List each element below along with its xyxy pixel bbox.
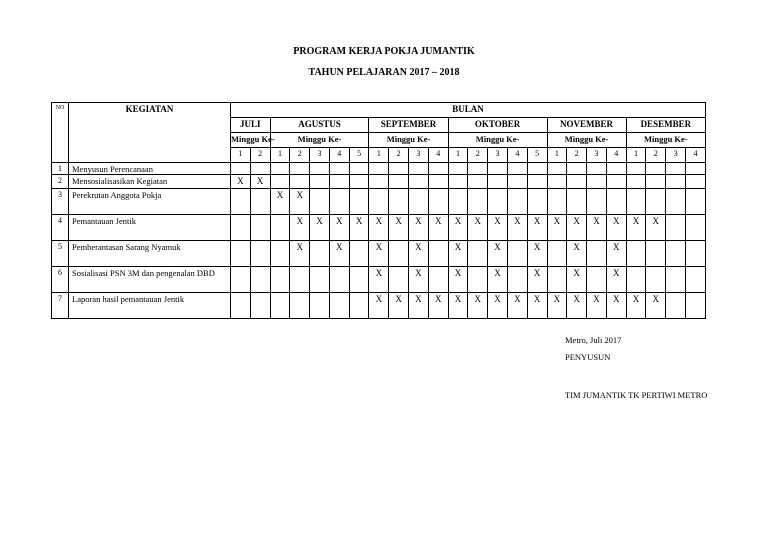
schedule-cell <box>666 163 686 175</box>
schedule-cell: X <box>488 215 508 241</box>
schedule-cell: X <box>369 215 389 241</box>
schedule-cell <box>349 175 369 189</box>
schedule-cell: X <box>527 293 547 319</box>
schedule-cell <box>231 241 251 267</box>
schedule-cell <box>389 241 409 267</box>
schedule-cell: X <box>250 175 270 189</box>
week-number: 4 <box>685 148 705 163</box>
week-number: 2 <box>646 148 666 163</box>
schedule-cell <box>409 189 429 215</box>
schedule-cell <box>409 175 429 189</box>
schedule-cell <box>468 175 488 189</box>
schedule-cell <box>310 189 330 215</box>
schedule-cell <box>349 241 369 267</box>
table-row <box>52 293 706 319</box>
schedule-cell <box>349 293 369 319</box>
schedule-cell: X <box>329 241 349 267</box>
schedule-cell <box>468 267 488 293</box>
schedule-cell <box>468 163 488 175</box>
schedule-cell: X <box>448 267 468 293</box>
schedule-cell <box>250 189 270 215</box>
schedule-cell <box>606 189 626 215</box>
header-bulan: BULAN <box>231 103 706 118</box>
schedule-cell <box>587 267 607 293</box>
week-number: 4 <box>606 148 626 163</box>
activity-name: Perekrutan Anggota Pokja <box>69 189 231 215</box>
row-number: 1 <box>52 163 69 175</box>
schedule-cell <box>310 241 330 267</box>
schedule-cell <box>310 293 330 319</box>
schedule-cell: X <box>507 215 527 241</box>
schedule-cell <box>290 293 310 319</box>
schedule-cell <box>250 241 270 267</box>
schedule-cell <box>685 267 705 293</box>
week-number: 1 <box>626 148 646 163</box>
minggu-ke-label: Minggu Ke- <box>547 133 626 148</box>
schedule-cell: X <box>527 267 547 293</box>
schedule-cell <box>587 163 607 175</box>
schedule-cell <box>685 241 705 267</box>
schedule-cell: X <box>646 293 666 319</box>
week-number: 3 <box>666 148 686 163</box>
signature-role: PENYUSUN <box>565 352 611 362</box>
schedule-cell: X <box>606 241 626 267</box>
week-number: 4 <box>507 148 527 163</box>
schedule-cell <box>270 215 290 241</box>
minggu-ke-label: Minggu Ke- <box>369 133 448 148</box>
schedule-cell <box>587 241 607 267</box>
schedule-cell <box>409 163 429 175</box>
schedule-cell <box>428 267 448 293</box>
schedule-cell <box>666 267 686 293</box>
schedule-cell: X <box>626 215 646 241</box>
schedule-cell: X <box>468 293 488 319</box>
row-number: 6 <box>52 267 69 293</box>
schedule-cell <box>507 267 527 293</box>
schedule-cell <box>666 215 686 241</box>
week-number: 3 <box>587 148 607 163</box>
schedule-cell <box>428 189 448 215</box>
schedule-cell <box>507 241 527 267</box>
schedule-cell <box>231 163 251 175</box>
schedule-cell: X <box>547 293 567 319</box>
header-no: NO <box>52 103 69 163</box>
schedule-cell: X <box>290 215 310 241</box>
schedule-cell <box>626 175 646 189</box>
schedule-cell <box>527 189 547 215</box>
schedule-cell: X <box>349 215 369 241</box>
schedule-cell: X <box>567 293 587 319</box>
schedule-cell <box>290 163 310 175</box>
schedule-cell: X <box>587 215 607 241</box>
activity-name: Laporan hasil pemantauan Jentik <box>69 293 231 319</box>
schedule-cell: X <box>409 215 429 241</box>
schedule-cell: X <box>547 215 567 241</box>
week-number: 1 <box>270 148 290 163</box>
table-row <box>52 215 706 241</box>
table-row <box>52 175 706 189</box>
activity-name: Pemberantasan Sarang Nyamuk <box>69 241 231 267</box>
schedule-cell <box>527 163 547 175</box>
schedule-cell <box>270 175 290 189</box>
month-header: SEPTEMBER <box>369 118 448 133</box>
schedule-cell <box>685 189 705 215</box>
schedule-cell <box>448 175 468 189</box>
table-row <box>52 189 706 215</box>
activity-name: Mensosialisasikan Kegiatan <box>69 175 231 189</box>
row-number: 3 <box>52 189 69 215</box>
schedule-cell: X <box>369 241 389 267</box>
schedule-cell <box>685 293 705 319</box>
schedule-cell <box>646 189 666 215</box>
month-header: NOVEMBER <box>547 118 626 133</box>
schedule-cell <box>369 163 389 175</box>
schedule-cell <box>468 241 488 267</box>
schedule-cell: X <box>507 293 527 319</box>
schedule-cell <box>329 293 349 319</box>
schedule-cell: X <box>587 293 607 319</box>
week-number: 2 <box>250 148 270 163</box>
schedule-cell: X <box>290 189 310 215</box>
minggu-ke-label: Minggu Ke- <box>270 133 369 148</box>
schedule-cell <box>666 293 686 319</box>
signature-name: TIM JUMANTIK TK PERTIWI METRO <box>565 390 708 400</box>
header-kegiatan: KEGIATAN <box>69 103 231 163</box>
schedule-cell: X <box>488 241 508 267</box>
week-number: 5 <box>349 148 369 163</box>
schedule-cell <box>646 175 666 189</box>
document-subtitle: TAHUN PELAJARAN 2017 – 2018 <box>308 67 460 78</box>
activity-name: Menyusun Perencanaan <box>69 163 231 175</box>
schedule-cell <box>250 163 270 175</box>
schedule-cell <box>310 175 330 189</box>
schedule-cell <box>349 163 369 175</box>
schedule-cell <box>685 163 705 175</box>
schedule-cell <box>231 189 251 215</box>
schedule-cell <box>310 163 330 175</box>
schedule-cell <box>626 267 646 293</box>
schedule-cell: X <box>488 267 508 293</box>
schedule-cell <box>685 175 705 189</box>
schedule-cell: X <box>409 267 429 293</box>
minggu-ke-label: Minggu Ke- <box>448 133 547 148</box>
schedule-cell <box>468 189 488 215</box>
week-number: 1 <box>448 148 468 163</box>
month-header: AGUSTUS <box>270 118 369 133</box>
schedule-cell <box>428 163 448 175</box>
week-number: 3 <box>409 148 429 163</box>
minggu-ke-label: Minggu Ke- <box>231 133 271 148</box>
schedule-cell: X <box>606 215 626 241</box>
schedule-cell <box>369 175 389 189</box>
schedule-cell <box>567 175 587 189</box>
table-row <box>52 241 706 267</box>
schedule-cell: X <box>646 215 666 241</box>
week-number: 1 <box>547 148 567 163</box>
week-number: 2 <box>389 148 409 163</box>
week-number: 4 <box>329 148 349 163</box>
schedule-cell <box>488 163 508 175</box>
table-row <box>52 163 706 175</box>
table-row <box>52 267 706 293</box>
week-number: 4 <box>428 148 448 163</box>
schedule-cell: X <box>527 241 547 267</box>
schedule-cell <box>666 241 686 267</box>
schedule-cell <box>349 189 369 215</box>
schedule-cell <box>507 175 527 189</box>
schedule-cell <box>389 175 409 189</box>
schedule-cell: X <box>567 267 587 293</box>
schedule-cell <box>626 163 646 175</box>
schedule-cell: X <box>389 215 409 241</box>
month-header: JULI <box>231 118 271 133</box>
schedule-cell: X <box>231 175 251 189</box>
schedule-cell <box>428 175 448 189</box>
schedule-cell <box>646 267 666 293</box>
schedule-cell <box>547 189 567 215</box>
week-number: 3 <box>488 148 508 163</box>
schedule-cell <box>567 189 587 215</box>
schedule-cell <box>606 175 626 189</box>
schedule-cell: X <box>567 215 587 241</box>
month-header: OKTOBER <box>448 118 547 133</box>
schedule-cell <box>666 189 686 215</box>
schedule-cell: X <box>567 241 587 267</box>
week-number: 1 <box>231 148 251 163</box>
schedule-cell: X <box>488 293 508 319</box>
schedule-cell: X <box>448 215 468 241</box>
schedule-cell <box>389 189 409 215</box>
schedule-cell: X <box>626 293 646 319</box>
activity-name: Sosialisasi PSN 3M dan pengenalan DBD <box>69 267 231 293</box>
schedule-cell <box>270 163 290 175</box>
week-number: 2 <box>468 148 488 163</box>
schedule-cell: X <box>409 241 429 267</box>
schedule-cell <box>270 293 290 319</box>
schedule-cell <box>646 163 666 175</box>
schedule-cell <box>329 267 349 293</box>
schedule-cell: X <box>428 293 448 319</box>
program-table <box>51 102 706 319</box>
schedule-cell <box>587 189 607 215</box>
row-number: 7 <box>52 293 69 319</box>
schedule-cell <box>626 189 646 215</box>
schedule-cell <box>547 241 567 267</box>
document-title: PROGRAM KERJA POKJA JUMANTIK <box>293 46 475 57</box>
schedule-cell <box>369 189 389 215</box>
schedule-cell <box>231 293 251 319</box>
schedule-cell <box>428 241 448 267</box>
minggu-ke-label: Minggu Ke- <box>626 133 705 148</box>
schedule-cell <box>527 175 547 189</box>
schedule-cell: X <box>310 215 330 241</box>
schedule-cell <box>250 215 270 241</box>
schedule-cell <box>250 293 270 319</box>
week-number: 2 <box>290 148 310 163</box>
schedule-cell: X <box>369 267 389 293</box>
signature-place-date: Metro, Juli 2017 <box>565 335 622 345</box>
schedule-cell <box>389 163 409 175</box>
schedule-cell: X <box>409 293 429 319</box>
month-header: DESEMBER <box>626 118 705 133</box>
schedule-cell: X <box>290 241 310 267</box>
schedule-cell: X <box>428 215 448 241</box>
schedule-cell <box>310 267 330 293</box>
schedule-cell <box>606 163 626 175</box>
schedule-cell <box>329 163 349 175</box>
schedule-cell: X <box>606 293 626 319</box>
schedule-cell <box>685 215 705 241</box>
schedule-cell <box>290 175 310 189</box>
schedule-cell <box>270 267 290 293</box>
schedule-cell: X <box>448 241 468 267</box>
schedule-cell <box>547 267 567 293</box>
schedule-cell: X <box>448 293 468 319</box>
schedule-cell <box>666 175 686 189</box>
schedule-cell <box>329 189 349 215</box>
schedule-cell: X <box>369 293 389 319</box>
schedule-cell <box>231 267 251 293</box>
schedule-cell <box>389 267 409 293</box>
schedule-cell <box>290 267 310 293</box>
week-number: 2 <box>567 148 587 163</box>
schedule-cell <box>270 241 290 267</box>
schedule-cell <box>507 163 527 175</box>
schedule-cell <box>547 175 567 189</box>
row-number: 2 <box>52 175 69 189</box>
schedule-cell <box>626 241 646 267</box>
schedule-cell: X <box>329 215 349 241</box>
row-number: 5 <box>52 241 69 267</box>
schedule-cell <box>448 163 468 175</box>
row-number: 4 <box>52 215 69 241</box>
schedule-cell <box>448 189 468 215</box>
week-number: 1 <box>369 148 389 163</box>
schedule-cell <box>507 189 527 215</box>
schedule-cell: X <box>606 267 626 293</box>
schedule-cell <box>547 163 567 175</box>
schedule-cell <box>567 163 587 175</box>
schedule-cell <box>488 175 508 189</box>
schedule-cell <box>231 215 251 241</box>
schedule-cell: X <box>389 293 409 319</box>
week-number: 5 <box>527 148 547 163</box>
schedule-cell: X <box>527 215 547 241</box>
schedule-cell <box>349 267 369 293</box>
schedule-cell <box>250 267 270 293</box>
schedule-cell <box>646 241 666 267</box>
activity-name: Pemantauan Jentik <box>69 215 231 241</box>
schedule-cell: X <box>270 189 290 215</box>
schedule-cell <box>587 175 607 189</box>
schedule-cell <box>329 175 349 189</box>
schedule-cell: X <box>468 215 488 241</box>
schedule-cell <box>488 189 508 215</box>
week-number: 3 <box>310 148 330 163</box>
